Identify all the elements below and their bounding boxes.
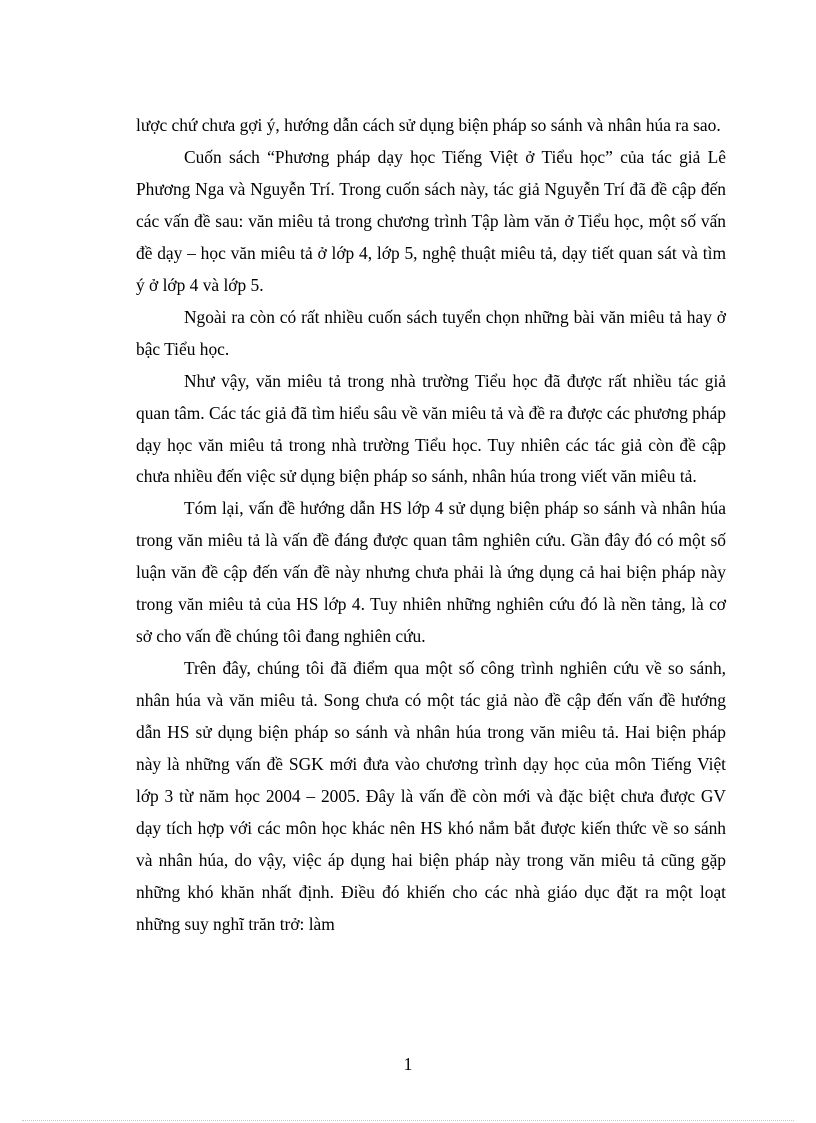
paragraph: Ngoài ra còn có rất nhiều cuốn sách tuyển chọn những bài văn miêu tả hay ở bậc Tiểu học. — [136, 306, 726, 359]
paragraph: Trên đây, chúng tôi đã điểm qua một số công trình nghiên cứu về so sánh, nhân húa và văn miêu tả. Song chưa có một tác giả nào đề cập đến vấn đề hướng dẫn HS sử dụng biện pháp so sánh và nhân húa trong văn miêu tả. Hai biện pháp này là những vấn đề SGK mới đưa vào chương trình dạy học của môn Tiếng Việt lớp 3 từ năm học 2004 – 2005. Đây là vấn đề còn mới và đặc biệt chưa được GV dạy tích hợp với các môn học khác nên HS khó nắm bắt được kiến thức về so sánh và nhân húa, do vậy, việc áp dụng hai biện pháp này trong văn miêu tả cũng gặp những khó khăn nhất định. Điều đó khiến cho các nhà giáo dục đặt ra một loạt những suy nghĩ trăn trở: làm — [136, 658, 726, 934]
paragraph: lược chứ chưa gợi ý, hướng dẫn cách sử dụng biện pháp so sánh và nhân húa ra sao. — [136, 115, 721, 135]
document-body — [136, 110, 726, 941]
paragraph: Cuốn sách “Phương pháp dạy học Tiếng Việt ở Tiểu học” của tác giả Lê Phương Nga và Nguyễn Trí. Trong cuốn sách này, tác giả Nguyễn Trí đã đề cập đến các vấn đề sau: văn miêu tả trong chương trình Tập làm văn ở Tiểu học, một số vấn đề dạy – học văn miêu tả ở lớp 4, lớp 5, nghệ thuật miêu tả, dạy tiết quan sát và tìm ý ở lớp 4 và lớp 5. — [136, 146, 726, 295]
paragraph: Như vậy, văn miêu tả trong nhà trường Tiểu học đã được rất nhiều tác giả quan tâm. Các tác giả đã tìm hiểu sâu về văn miêu tả và đề ra được các phương pháp dạy học văn miêu tả trong nhà trường Tiểu học. Tuy nhiên các tác giả còn đề cập chưa nhiều đến việc sử dụng biện pháp so sánh, nhân húa trong viết văn miêu tả. — [136, 370, 726, 487]
page-bottom-rule — [22, 1120, 794, 1121]
paragraph: Tóm lại, vấn đề hướng dẫn HS lớp 4 sử dụng biện pháp so sánh và nhân húa trong văn miêu tả là vấn đề đáng được quan tâm nghiên cứu. Gần đây đó có một số luận văn đề cập đến vấn đề này nhưng chưa phải là ứng dụng cả hai biện pháp này trong văn miêu tả của HS lớp 4. Tuy nhiên những nghiên cứu đó là nền tảng, là cơ sở cho vấn đề chúng tôi đang nghiên cứu. — [136, 498, 726, 647]
page-number: 1 — [403, 1054, 413, 1074]
